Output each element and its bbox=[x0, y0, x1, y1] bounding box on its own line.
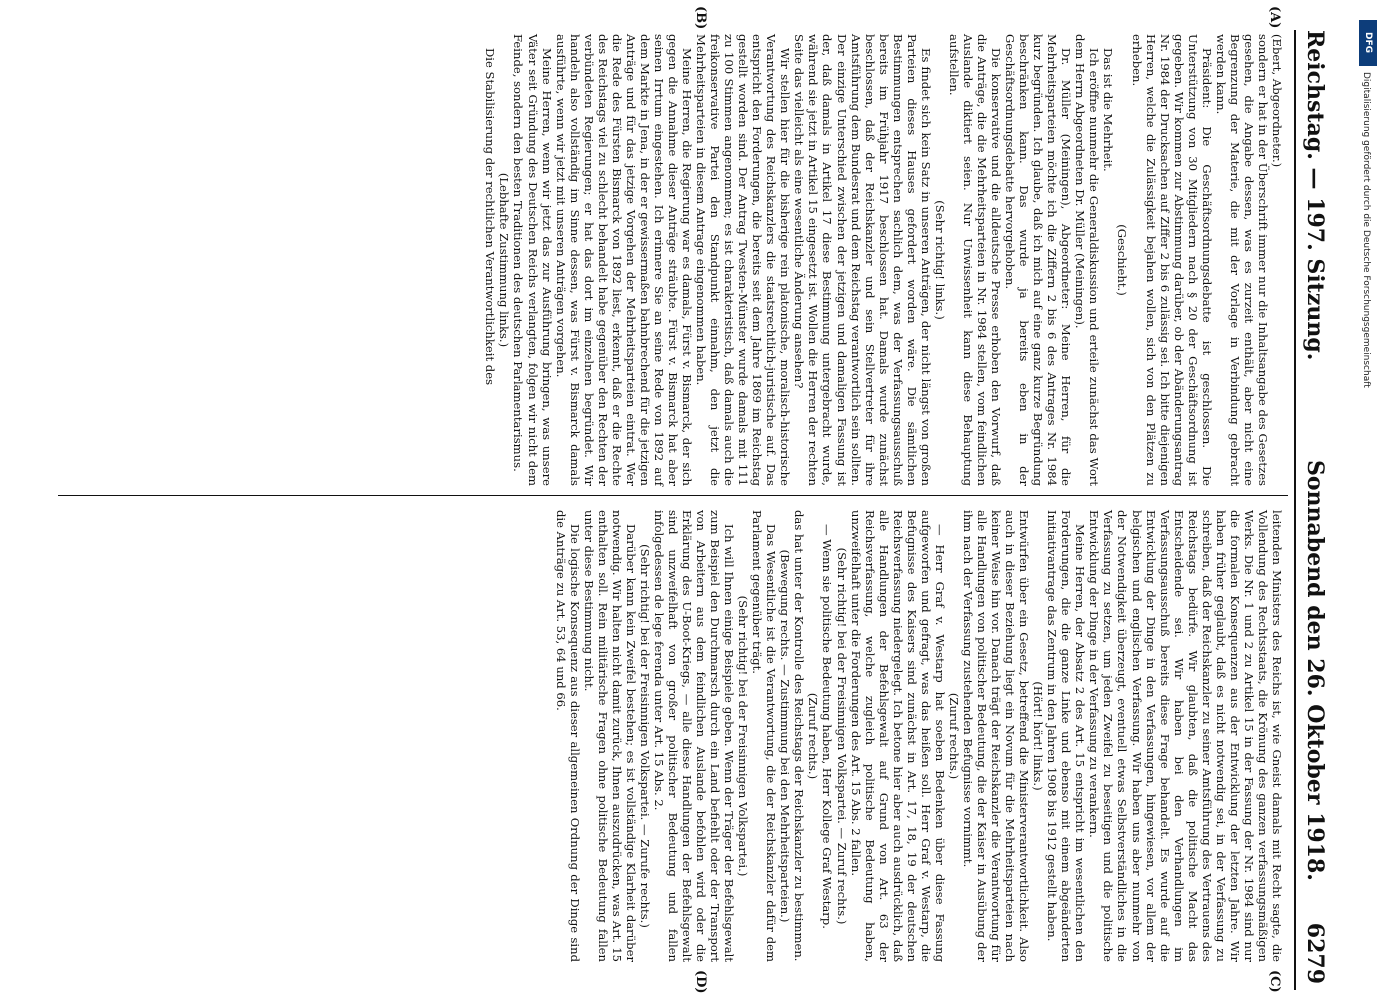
paragraph: — Herr Graf v. Westarp hat soeben Bedenken über diese Fassung aufgeworfen und gefragt, was das heißen soll. Herr Graf v. Westarp, die Befugnisse des Kaisers sind zunächst in Art. 17, 18, 19 der deutschen Reichsverfassung niedergelegt. Ich betone hier aber auch ausdrücklich, daß alle Handlungen der Befehlsgewalt auf Grund von Art. 63 der Reichsverfassung, welche zugleich politische Bedeutung haben, unzweifelhaft unter die Forderungen des Art. 15 Abs. 2 fallen. bbox=[848, 510, 947, 962]
paragraph: Darüber kann kein Zweifel bestehen; es ist vollständige Klarheit darüber notwendig. Wir halten nicht damit zurück, Ihnen auszudrücken, was Art. 15 enthalten soll. Rein militärische Fragen ohne politische Bedeutung fallen unter diese Bestimmung nicht. bbox=[581, 510, 638, 962]
margin-marker-a: (A) bbox=[1267, 6, 1282, 29]
left-column bbox=[483, 34, 1284, 486]
paragraph: das hat unter der Kontrolle des Reichstags der Reichskanzler zu bestimmen. bbox=[792, 510, 807, 962]
paragraph: Das ist die Mehrheit. bbox=[1101, 48, 1116, 172]
interjection: (Lebhafte Zustimmung links.) bbox=[497, 172, 512, 348]
digitization-credit bbox=[1359, 20, 1377, 980]
interjection: (Sehr richtig! bei der Freisinnigen Volkspartei. — Zuruf rechts.) bbox=[834, 547, 849, 925]
paragraph: Präsident: Die Geschäftsordnungsdebatte ist geschlossen. Die Unterstützung von 30 Mitgliedern nach § 20 der Geschäftsordnung ist gegeben. Wir kommen zur Abstimmung darüber, ob der Abänderungsantrag Nr. 1984 der Drucksachen auf Ziffer 2 bis 6 zulässig sei. Ich bitte diejenigen Herren, welche die Zulässigkeit bejahen wollen, sich von den Plätzen zu erheben. bbox=[1129, 34, 1214, 486]
paragraph: Wir stellen hier für die bisherige rein platonische, moralisch-historische Verantwortung des Reichskanzlers die staatsrechtlich-juristische auf. Das entspricht den Forderungen, die bereits seit dem Jahre 1869 im Reichstag gestellt worden sind. Der Antrag Twesten-Münster wurde damals mit 111 zu 100 Stimmen angenommen; es ist charakteristisch, daß damals auch die freikonservative Partei den Standpunkt einnahm, den jetzt die Mehrheitsparteien in diesem Antrage eingenommen haben. bbox=[694, 34, 793, 486]
paragraph: Die konservative und die alldeutsche Presse erhoben den Vorwurf, daß die Anträge, die die Mehrheitsparteien in Nr. 1984 stellen, vom feindlichen Auslande diktiert seien. Nur Unwissenheit kann diese Behauptung aufstellen. bbox=[946, 34, 1004, 486]
paragraph: Meine Herren, wenn wir jetzt das zur Ausführung bringen, was unsere Väter seit Gründung des Deutschen Reichs verlangten, folgen wir nicht dem Feinde, sondern den besten Traditionen des deutschen Parlamentarismus. bbox=[511, 34, 554, 486]
paragraph: Ich will Ihnen einige Beispiele geben. Wenn der Träger der Befehlsgewalt zum Beispiel den Durchmarsch durch ein Land befiehlt oder der Transport von Arbeitern aus dem feindlichen Auslande befohlen wird oder die Erklärung des U-Boot-Kriegs, — alle diese Handlungen der Befehlsgewalt sind unzweifelhaft von großer politischer Bedeutung und fallen infolgedessen de lege ferenda unter Art. 15 Abs. 2. bbox=[651, 510, 737, 962]
paragraph: Dr. Müller (Meiningen), Abgeordneter: Meine Herren, für die Mehrheitsparteien möchte ich die Ziffern 2 bis 6 des Antrages Nr. 1984 kurz begründen. Ich glaube, daß ich mich auf eine ganz kurze Begründung beschränken kann. Das wurde ja bereits eben in der Geschäftsordnungsdebatte hervorgehoben. bbox=[1003, 34, 1074, 486]
paragraph: Das Wesentliche ist die Verantwortung, die der Reichskanzler dafür dem Parlament gegenüber trägt. bbox=[750, 510, 779, 962]
speaker-note: (Ebert, Abgeordneter.) bbox=[1270, 34, 1284, 168]
paragraph: Meine Herren, die Regierung war es damals, Fürst v. Bismarck, der sich gegen die Annahme dieser Anträge sträubte. Fürst v. Bismarck hat aber seinen Irrtum eingestehen. Ich erinnere Sie an seine Rede von 1892 auf dem Markte in Jena, in der er gewissermaßen bahnbrechend für die jetzigen Anträge und für das jetzige Vorgehen der Mehrheitsparteien eintrat. Wer die Rede des Fürsten Bismarck von 1892 liest, erkennt, daß er die Rechte des Reichstags viel zu schlecht behandelt habe gegenüber den Rechten der verbündeten Regierungen; er hat das dort im einzelnen begründet. Wir handeln also vollständig im Sinne dessen, was Fürst v. Bismarck damals ausführte, wenn wir jetzt mit unseren Anträgen vorgehen. bbox=[553, 34, 695, 486]
margin-marker-c: (C) bbox=[1267, 970, 1282, 993]
right-column bbox=[554, 510, 1284, 962]
page-number: 6279 bbox=[1302, 922, 1328, 984]
interjection: (Sehr richtig! bei der Freisinnigen Volkspartei.) bbox=[736, 595, 751, 877]
interjection: (Sehr richtig! bei der Freisinnigen Volkspartei. — Zurufe rechts.) bbox=[637, 544, 652, 928]
margin-marker-b: (B) bbox=[693, 6, 708, 30]
paragraph: leitenden Ministers des Reichs ist, wie Gneist damals mit Recht sagte, die Vollendung des Rechtsstaats, die Krönung des ganzen verfassungsmäßigen Werks. Die Nr. 1 und 2 zu Artikel 15 in der Fassung der Nr. 1984 sind nur die formalen Konsequenzen aus der Entwicklung der letzten Jahre. Wir haben früher geglaubt, daß es nicht notwendig sei, in der Verfassung zu schreiben, daß der Reichskanzler zu seiner Amtsführung des Vertrauens des Reichstags bedürfe. Wir glaubten, daß die politische Macht das Entscheidende sei. Wir haben bei den Verhandlungen im Verfassungsausschuß bereits diese Frage behandelt. Es wurde auf die Entwicklung der Dinge in den Verfassungen, hingewiesen, vor allem der belgischen und englischen Verfassung. Wir haben uns aber nunmehr von der Notwendigkeit überzeugt, eventuell etwas Selbstverständliches in die Verfassung zu setzen, um jeden Zweifel zu beseitigen und die politische Entwicklung der Dinge in der Verfassung zu verankern. bbox=[1087, 510, 1284, 962]
paragraph: Es findet sich kein Satz in unseren Anträgen, der nicht längst von großen Parteien dieses Hauses gefordert worden wäre. Die sämtlichen Bestimmungen entsprechen sachlich dem, was der Verfassungsausschuß bereits im Frühjahr 1917 beschlossen hat. Damals wurde zunächst beschlossen, daß der Reichskanzler und sein Stellvertreter für ihre Amtsführung dem Bundesrat und dem Reichstag verantwortlich sein sollten. Der einzige Unterschied zwischen der jetzigen und damaligen Fassung ist der, daß damals in Artikel 17 diese Bestimmung untergebracht wurde, während sie jetzt in Artikel 15 eingesetzt ist. Wollen die Herren der rechten Seite das vielleicht als eine wesentliche Änderung ansehen? bbox=[792, 34, 933, 486]
paragraph: Ich eröffne nunmehr die Generaldiskussion und erteile zunächst das Wort dem Herrn Abgeordneten Dr. Müller (Meiningen). bbox=[1073, 34, 1102, 486]
paragraph: sondern er hat in der Überschrift immer nur die Inhaltsangabe des Gesetzes gesehen, die Angabe dessen, was es zurzeit enthält, aber nicht eine Begrenzung der Materie, die mit der Vorlage in Verbindung gebracht werden kann. bbox=[1213, 34, 1270, 486]
interjection: (Sehr richtig! links.) bbox=[932, 200, 947, 320]
margin-marker-d: (D) bbox=[693, 970, 708, 994]
paragraph: Die logische Konsequenz aus dieser allgemeinen Ordnung der Dinge sind die Anträge zu Art. 53, 64 und 66. bbox=[553, 510, 582, 962]
interjection: (Hört! hört! links.) bbox=[1031, 681, 1046, 791]
page-header bbox=[1294, 30, 1340, 990]
interjection: (Zuruf rechts.) bbox=[946, 692, 961, 780]
header-session: Reichstag. — 197. Sitzung. bbox=[1302, 30, 1328, 361]
paragraph: — Wenn sie politische Bedeutung haben, Herr Kollege Graf Westarp. bbox=[820, 524, 835, 929]
rotated-page bbox=[48, 0, 1348, 1000]
column-divider bbox=[58, 495, 1288, 496]
interjection: (Geschieht.) bbox=[1115, 224, 1130, 296]
paragraph: Entwürfen über ein Gesetz, betreffend die Ministerverantwortlichkeit. Also auch in dieser Beziehung liegt ein Novum für die Mehrheitsparteien nach keiner Weise hin vor. Danach trägt der Reichskanzler die Verantwortung für alle Handlungen von politischer Bedeutung, die der Kaiser in Ausübung der ihm nach der Verfassung zustehenden Befugnisse vornimmt. bbox=[960, 510, 1032, 962]
header-date: Sonnabend den 26. Oktober 1918. bbox=[1302, 460, 1328, 881]
interjection: (Bewegung rechts. — Zustimmung bei den Mehrheitsparteien.) bbox=[778, 549, 793, 923]
interjection: (Zuruf rechts.) bbox=[806, 692, 821, 780]
dfg-logo: DFG bbox=[1359, 20, 1377, 66]
paragraph: Meine Herren, der Absatz 2 des Art. 15 entspricht im wesentlichen den Forderungen, die die ganze Linke und ebenso mit einem abgeänderten Initiativantrage das Zentrum in den Jahren 1908 bis 1912 gestellt haben. bbox=[1045, 510, 1088, 962]
credit-text: Digitalisierung gefördert durch die Deutsche Forschungsgemeinschaft bbox=[1361, 72, 1371, 388]
paragraph: Die Stabilisierung der rechtlichen Verantwortlichkeit des bbox=[483, 48, 498, 386]
